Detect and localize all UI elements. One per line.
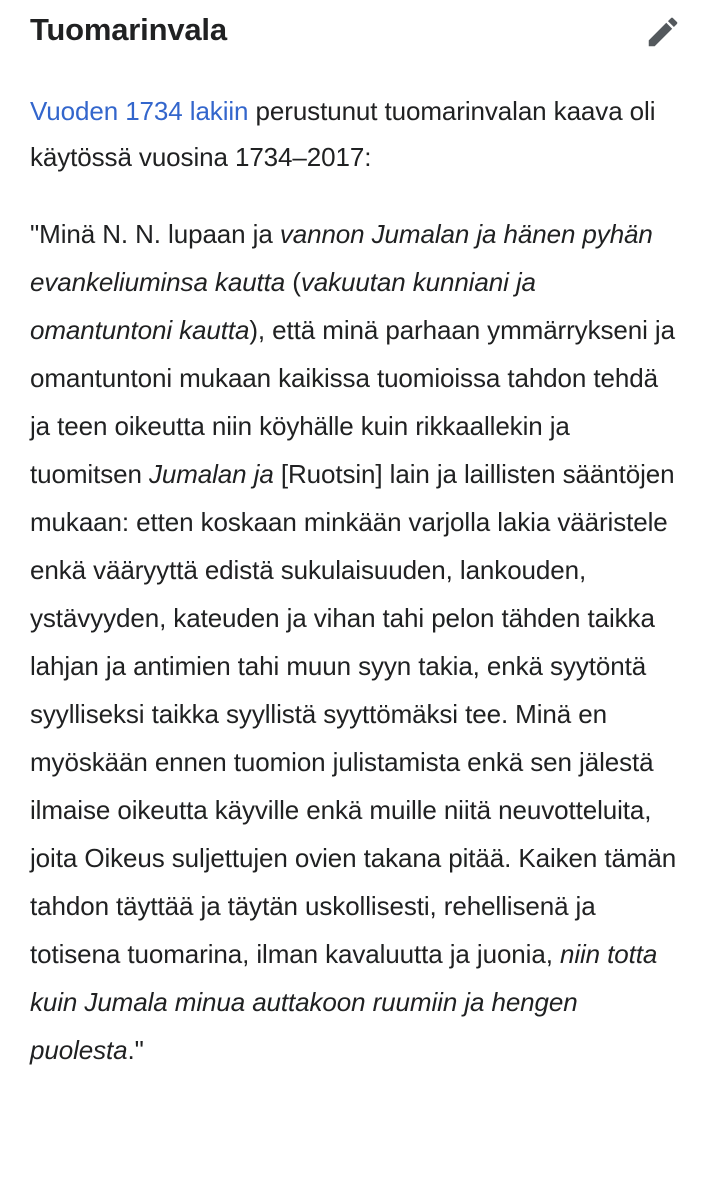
oath-italic-1: vannon Jumalan ja hänen pyhän evankeliuminsa kautta [30,219,653,297]
oath-text-5: ." [127,1035,144,1065]
intro-text: perustunut tuomarinvalan kaava oli käytössä vuosina 1734–2017: [30,96,656,172]
oath-italic-4: niin totta kuin Jumala minua auttakoon ruumiin ja hengen puolesta [30,939,658,1065]
intro-paragraph [30,88,680,180]
oath-italic-2: vakuutan kunniani ja omantuntoni kautta [30,267,536,345]
oath-text-1: "Minä N. N. lupaan ja [30,219,280,249]
edit-section-button[interactable] [644,13,682,51]
oath-text-4: [Ruotsin] lain ja laillisten sääntöjen mukaan: etten koskaan minkään varjolla lakia vääristele enkä vääryyttä edistä sukulaisuuden, lankouden, ystävyyden, kateuden ja vihan tahi pelon tähden taikka lahjan ja antimien tahi muun syyn takia, enkä syytöntä syylliseksi taikka syyllistä syyttömäksi tee. Minä en myöskään ennen tuomion julistamista enkä sen jälestä ilmaise oikeutta käyville enkä muille niitä neuvotteluita, joita Oikeus suljettujen ovien takana pitää. Kaiken tämän tahdon täyttää ja täytän uskollisesti, rehellisenä ja totisena tuomarina, ilman kavaluutta ja juonia, [30,459,677,969]
pencil-icon [644,13,682,51]
oath-text-3: ), että minä parhaan ymmärrykseni ja omantuntoni mukaan kaikissa tuomioissa tahdon tehdä ja teen oikeutta niin köyhälle kuin rikkaallekin ja tuomitsen [30,315,675,489]
oath-italic-3: Jumalan ja [148,459,274,489]
section-title: Tuomarinvala [30,12,227,47]
law-1734-link[interactable]: Vuoden 1734 lakiin [30,96,249,126]
oath-text-2: ( [285,267,301,297]
section-header [30,0,686,64]
oath-quote [30,210,680,1074]
